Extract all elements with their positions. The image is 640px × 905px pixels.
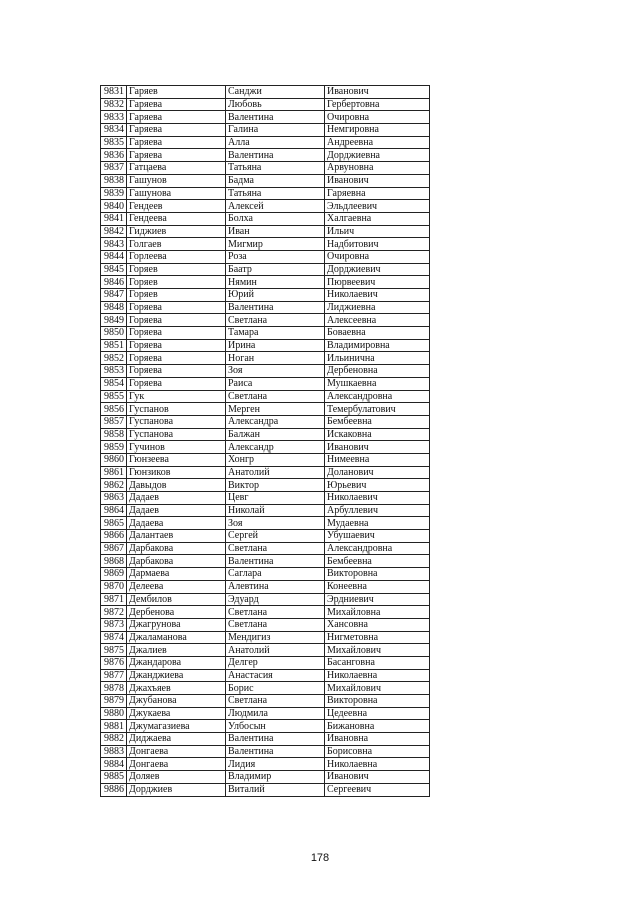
row-number-cell: 9873 xyxy=(101,618,127,631)
patronymic-cell: Иванович xyxy=(325,86,430,99)
patronymic-cell: Иванович xyxy=(325,771,430,784)
table-row xyxy=(101,238,430,251)
last-name-cell: Гуспанова xyxy=(127,415,226,428)
last-name-cell: Дадаева xyxy=(127,517,226,530)
last-name-cell: Горяева xyxy=(127,377,226,390)
patronymic-cell: Пюрвеевич xyxy=(325,276,430,289)
row-number-cell: 9870 xyxy=(101,580,127,593)
table-row xyxy=(101,517,430,530)
table-row xyxy=(101,707,430,720)
patronymic-cell: Дербеновна xyxy=(325,365,430,378)
patronymic-cell: Николаевич xyxy=(325,289,430,302)
row-number-cell: 9857 xyxy=(101,415,127,428)
patronymic-cell: Бембеевна xyxy=(325,415,430,428)
first-name-cell: Александра xyxy=(226,415,325,428)
table-row xyxy=(101,492,430,505)
last-name-cell: Делеева xyxy=(127,580,226,593)
first-name-cell: Светлана xyxy=(226,695,325,708)
first-name-cell: Светлана xyxy=(226,606,325,619)
last-name-cell: Горяев xyxy=(127,289,226,302)
first-name-cell: Людмила xyxy=(226,707,325,720)
first-name-cell: Цевг xyxy=(226,492,325,505)
last-name-cell: Гаряева xyxy=(127,98,226,111)
last-name-cell: Гучинов xyxy=(127,441,226,454)
first-name-cell: Светлана xyxy=(226,542,325,555)
page-number: 178 xyxy=(310,852,330,864)
table-row xyxy=(101,314,430,327)
last-name-cell: Давыдов xyxy=(127,479,226,492)
patronymic-cell: Ивановна xyxy=(325,733,430,746)
last-name-cell: Гендеева xyxy=(127,212,226,225)
first-name-cell: Ноган xyxy=(226,352,325,365)
last-name-cell: Гук xyxy=(127,390,226,403)
patronymic-cell: Боваевна xyxy=(325,327,430,340)
patronymic-cell: Николаевич xyxy=(325,492,430,505)
first-name-cell: Татьяна xyxy=(226,162,325,175)
first-name-cell: Валентина xyxy=(226,111,325,124)
table-row xyxy=(101,745,430,758)
last-name-cell: Голгаев xyxy=(127,238,226,251)
row-number-cell: 9849 xyxy=(101,314,127,327)
table-row xyxy=(101,111,430,124)
last-name-cell: Дадаев xyxy=(127,492,226,505)
row-number-cell: 9835 xyxy=(101,136,127,149)
patronymic-cell: Иванович xyxy=(325,174,430,187)
first-name-cell: Баатр xyxy=(226,263,325,276)
first-name-cell: Валентина xyxy=(226,301,325,314)
last-name-cell: Гашунов xyxy=(127,174,226,187)
row-number-cell: 9863 xyxy=(101,492,127,505)
patronymic-cell: Алексеевна xyxy=(325,314,430,327)
row-number-cell: 9868 xyxy=(101,555,127,568)
patronymic-cell: Нигметовна xyxy=(325,631,430,644)
first-name-cell: Алевтина xyxy=(226,580,325,593)
first-name-cell: Роза xyxy=(226,250,325,263)
first-name-cell: Владимир xyxy=(226,771,325,784)
last-name-cell: Гатцаева xyxy=(127,162,226,175)
table-row xyxy=(101,530,430,543)
row-number-cell: 9840 xyxy=(101,200,127,213)
patronymic-cell: Арвуновна xyxy=(325,162,430,175)
patronymic-cell: Бижановна xyxy=(325,720,430,733)
patronymic-cell: Доланович xyxy=(325,466,430,479)
row-number-cell: 9886 xyxy=(101,783,127,796)
first-name-cell: Балжан xyxy=(226,428,325,441)
last-name-cell: Гаряева xyxy=(127,149,226,162)
last-name-cell: Гаряева xyxy=(127,111,226,124)
row-number-cell: 9837 xyxy=(101,162,127,175)
first-name-cell: Алла xyxy=(226,136,325,149)
last-name-cell: Джумагазиева xyxy=(127,720,226,733)
last-name-cell: Гюнзиков xyxy=(127,466,226,479)
patronymic-cell: Андреевна xyxy=(325,136,430,149)
last-name-cell: Гюнзеева xyxy=(127,453,226,466)
patronymic-cell: Ильич xyxy=(325,225,430,238)
first-name-cell: Мерген xyxy=(226,403,325,416)
first-name-cell: Галина xyxy=(226,124,325,137)
last-name-cell: Гаряева xyxy=(127,124,226,137)
last-name-cell: Джукаева xyxy=(127,707,226,720)
first-name-cell: Тамара xyxy=(226,327,325,340)
patronymic-cell: Юрьевич xyxy=(325,479,430,492)
row-number-cell: 9862 xyxy=(101,479,127,492)
patronymic-cell: Дорджиевич xyxy=(325,263,430,276)
row-number-cell: 9881 xyxy=(101,720,127,733)
row-number-cell: 9831 xyxy=(101,86,127,99)
table-row xyxy=(101,606,430,619)
first-name-cell: Светлана xyxy=(226,618,325,631)
table-row xyxy=(101,631,430,644)
last-name-cell: Дорджиев xyxy=(127,783,226,796)
row-number-cell: 9855 xyxy=(101,390,127,403)
table-row xyxy=(101,377,430,390)
last-name-cell: Гуспанов xyxy=(127,403,226,416)
first-name-cell: Бадма xyxy=(226,174,325,187)
patronymic-cell: Викторовна xyxy=(325,695,430,708)
patronymic-cell: Борисовна xyxy=(325,745,430,758)
table-row xyxy=(101,466,430,479)
table-row xyxy=(101,352,430,365)
row-number-cell: 9878 xyxy=(101,682,127,695)
table-row xyxy=(101,618,430,631)
last-name-cell: Дембилов xyxy=(127,593,226,606)
table-row xyxy=(101,758,430,771)
patronymic-cell: Очировна xyxy=(325,250,430,263)
row-number-cell: 9842 xyxy=(101,225,127,238)
row-number-cell: 9861 xyxy=(101,466,127,479)
row-number-cell: 9885 xyxy=(101,771,127,784)
patronymic-cell: Немгировна xyxy=(325,124,430,137)
patronymic-cell: Хансовна xyxy=(325,618,430,631)
last-name-cell: Гаряева xyxy=(127,136,226,149)
table-row xyxy=(101,593,430,606)
last-name-cell: Джагрунова xyxy=(127,618,226,631)
last-name-cell: Джахъяев xyxy=(127,682,226,695)
patronymic-cell: Халгаевна xyxy=(325,212,430,225)
last-name-cell: Гашунова xyxy=(127,187,226,200)
table-row xyxy=(101,327,430,340)
row-number-cell: 9860 xyxy=(101,453,127,466)
table-row xyxy=(101,187,430,200)
row-number-cell: 9858 xyxy=(101,428,127,441)
row-number-cell: 9853 xyxy=(101,365,127,378)
first-name-cell: Любовь xyxy=(226,98,325,111)
row-number-cell: 9850 xyxy=(101,327,127,340)
first-name-cell: Анастасия xyxy=(226,669,325,682)
row-number-cell: 9866 xyxy=(101,530,127,543)
first-name-cell: Болха xyxy=(226,212,325,225)
first-name-cell: Санджи xyxy=(226,86,325,99)
patronymic-cell: Цедеевна xyxy=(325,707,430,720)
last-name-cell: Гендеев xyxy=(127,200,226,213)
last-name-cell: Горяев xyxy=(127,263,226,276)
row-number-cell: 9883 xyxy=(101,745,127,758)
patronymic-cell: Александровна xyxy=(325,390,430,403)
last-name-cell: Горяева xyxy=(127,327,226,340)
table-row xyxy=(101,301,430,314)
roster-table xyxy=(100,85,430,797)
first-name-cell: Зоя xyxy=(226,365,325,378)
patronymic-cell: Михайлович xyxy=(325,682,430,695)
last-name-cell: Джалиев xyxy=(127,644,226,657)
table-row xyxy=(101,136,430,149)
last-name-cell: Горяев xyxy=(127,276,226,289)
table-row xyxy=(101,365,430,378)
first-name-cell: Валентина xyxy=(226,149,325,162)
last-name-cell: Дарбакова xyxy=(127,555,226,568)
first-name-cell: Саглара xyxy=(226,568,325,581)
first-name-cell: Виктор xyxy=(226,479,325,492)
first-name-cell: Виталий xyxy=(226,783,325,796)
table-row xyxy=(101,225,430,238)
last-name-cell: Горяева xyxy=(127,365,226,378)
row-number-cell: 9839 xyxy=(101,187,127,200)
patronymic-cell: Убушаевич xyxy=(325,530,430,543)
last-name-cell: Диджаева xyxy=(127,733,226,746)
patronymic-cell: Ильинична xyxy=(325,352,430,365)
row-number-cell: 9874 xyxy=(101,631,127,644)
row-number-cell: 9875 xyxy=(101,644,127,657)
patronymic-cell: Сергеевич xyxy=(325,783,430,796)
table-row xyxy=(101,453,430,466)
row-number-cell: 9869 xyxy=(101,568,127,581)
last-name-cell: Донгаева xyxy=(127,758,226,771)
table-row xyxy=(101,98,430,111)
row-number-cell: 9841 xyxy=(101,212,127,225)
table-row xyxy=(101,276,430,289)
patronymic-cell: Николаевна xyxy=(325,758,430,771)
last-name-cell: Горлеева xyxy=(127,250,226,263)
first-name-cell: Нямин xyxy=(226,276,325,289)
first-name-cell: Валентина xyxy=(226,745,325,758)
first-name-cell: Сергей xyxy=(226,530,325,543)
table-row xyxy=(101,415,430,428)
last-name-cell: Донгаева xyxy=(127,745,226,758)
last-name-cell: Гуспанова xyxy=(127,428,226,441)
last-name-cell: Горяева xyxy=(127,301,226,314)
table-row xyxy=(101,580,430,593)
last-name-cell: Дармаева xyxy=(127,568,226,581)
patronymic-cell: Гаряевна xyxy=(325,187,430,200)
table-row xyxy=(101,479,430,492)
row-number-cell: 9876 xyxy=(101,656,127,669)
first-name-cell: Николай xyxy=(226,504,325,517)
table-row xyxy=(101,403,430,416)
table-row xyxy=(101,542,430,555)
first-name-cell: Ирина xyxy=(226,339,325,352)
patronymic-cell: Владимировна xyxy=(325,339,430,352)
row-number-cell: 9854 xyxy=(101,377,127,390)
first-name-cell: Светлана xyxy=(226,314,325,327)
first-name-cell: Валентина xyxy=(226,555,325,568)
first-name-cell: Раиса xyxy=(226,377,325,390)
table-row xyxy=(101,441,430,454)
patronymic-cell: Мушкаевна xyxy=(325,377,430,390)
first-name-cell: Эдуард xyxy=(226,593,325,606)
row-number-cell: 9845 xyxy=(101,263,127,276)
patronymic-cell: Надбитович xyxy=(325,238,430,251)
table-row xyxy=(101,339,430,352)
table-row xyxy=(101,124,430,137)
row-number-cell: 9844 xyxy=(101,250,127,263)
first-name-cell: Мигмир xyxy=(226,238,325,251)
last-name-cell: Гаряев xyxy=(127,86,226,99)
table-row xyxy=(101,771,430,784)
row-number-cell: 9867 xyxy=(101,542,127,555)
first-name-cell: Лидия xyxy=(226,758,325,771)
row-number-cell: 9832 xyxy=(101,98,127,111)
patronymic-cell: Эрдниевич xyxy=(325,593,430,606)
table-row xyxy=(101,289,430,302)
last-name-cell: Горяева xyxy=(127,339,226,352)
table-row xyxy=(101,682,430,695)
row-number-cell: 9859 xyxy=(101,441,127,454)
table-row xyxy=(101,212,430,225)
last-name-cell: Доляев xyxy=(127,771,226,784)
table-row xyxy=(101,200,430,213)
first-name-cell: Делгер xyxy=(226,656,325,669)
row-number-cell: 9846 xyxy=(101,276,127,289)
table-row xyxy=(101,555,430,568)
row-number-cell: 9879 xyxy=(101,695,127,708)
table-row xyxy=(101,174,430,187)
first-name-cell: Зоя xyxy=(226,517,325,530)
table-row xyxy=(101,695,430,708)
row-number-cell: 9838 xyxy=(101,174,127,187)
table-row xyxy=(101,720,430,733)
row-number-cell: 9856 xyxy=(101,403,127,416)
patronymic-cell: Александровна xyxy=(325,542,430,555)
table-row xyxy=(101,783,430,796)
patronymic-cell: Бембеевна xyxy=(325,555,430,568)
patronymic-cell: Искаковна xyxy=(325,428,430,441)
row-number-cell: 9864 xyxy=(101,504,127,517)
patronymic-cell: Николаевна xyxy=(325,669,430,682)
roster-table-body xyxy=(101,86,430,797)
table-row xyxy=(101,733,430,746)
table-row xyxy=(101,250,430,263)
patronymic-cell: Викторовна xyxy=(325,568,430,581)
first-name-cell: Хонгр xyxy=(226,453,325,466)
patronymic-cell: Михайловна xyxy=(325,606,430,619)
patronymic-cell: Иванович xyxy=(325,441,430,454)
row-number-cell: 9880 xyxy=(101,707,127,720)
last-name-cell: Гиджиев xyxy=(127,225,226,238)
patronymic-cell: Конеевна xyxy=(325,580,430,593)
patronymic-cell: Михайлович xyxy=(325,644,430,657)
table-row xyxy=(101,669,430,682)
row-number-cell: 9852 xyxy=(101,352,127,365)
row-number-cell: 9833 xyxy=(101,111,127,124)
table-row xyxy=(101,390,430,403)
patronymic-cell: Лиджиевна xyxy=(325,301,430,314)
patronymic-cell: Очировна xyxy=(325,111,430,124)
table-row xyxy=(101,149,430,162)
patronymic-cell: Арбуллевич xyxy=(325,504,430,517)
last-name-cell: Дарбакова xyxy=(127,542,226,555)
patronymic-cell: Гербертовна xyxy=(325,98,430,111)
table-row xyxy=(101,656,430,669)
patronymic-cell: Дорджиевна xyxy=(325,149,430,162)
table-row xyxy=(101,86,430,99)
row-number-cell: 9848 xyxy=(101,301,127,314)
row-number-cell: 9872 xyxy=(101,606,127,619)
row-number-cell: 9877 xyxy=(101,669,127,682)
first-name-cell: Иван xyxy=(226,225,325,238)
first-name-cell: Мендигиз xyxy=(226,631,325,644)
last-name-cell: Дербенова xyxy=(127,606,226,619)
last-name-cell: Далантаев xyxy=(127,530,226,543)
first-name-cell: Татьяна xyxy=(226,187,325,200)
patronymic-cell: Эльдлеевич xyxy=(325,200,430,213)
last-name-cell: Джанджиева xyxy=(127,669,226,682)
row-number-cell: 9843 xyxy=(101,238,127,251)
row-number-cell: 9871 xyxy=(101,593,127,606)
first-name-cell: Алексей xyxy=(226,200,325,213)
patronymic-cell: Нимеевна xyxy=(325,453,430,466)
first-name-cell: Анатолий xyxy=(226,466,325,479)
row-number-cell: 9865 xyxy=(101,517,127,530)
row-number-cell: 9836 xyxy=(101,149,127,162)
row-number-cell: 9834 xyxy=(101,124,127,137)
patronymic-cell: Басанговна xyxy=(325,656,430,669)
first-name-cell: Валентина xyxy=(226,733,325,746)
table-row xyxy=(101,162,430,175)
first-name-cell: Юрий xyxy=(226,289,325,302)
first-name-cell: Улбосын xyxy=(226,720,325,733)
last-name-cell: Джубанова xyxy=(127,695,226,708)
row-number-cell: 9851 xyxy=(101,339,127,352)
first-name-cell: Анатолий xyxy=(226,644,325,657)
last-name-cell: Дадаев xyxy=(127,504,226,517)
row-number-cell: 9882 xyxy=(101,733,127,746)
first-name-cell: Александр xyxy=(226,441,325,454)
first-name-cell: Светлана xyxy=(226,390,325,403)
table-row xyxy=(101,428,430,441)
last-name-cell: Горяева xyxy=(127,314,226,327)
last-name-cell: Джандарова xyxy=(127,656,226,669)
table-row xyxy=(101,263,430,276)
patronymic-cell: Темербулатович xyxy=(325,403,430,416)
table-row xyxy=(101,644,430,657)
patronymic-cell: Мудаевна xyxy=(325,517,430,530)
table-row xyxy=(101,568,430,581)
row-number-cell: 9884 xyxy=(101,758,127,771)
last-name-cell: Джаламанова xyxy=(127,631,226,644)
row-number-cell: 9847 xyxy=(101,289,127,302)
table-row xyxy=(101,504,430,517)
first-name-cell: Борис xyxy=(226,682,325,695)
last-name-cell: Горяева xyxy=(127,352,226,365)
